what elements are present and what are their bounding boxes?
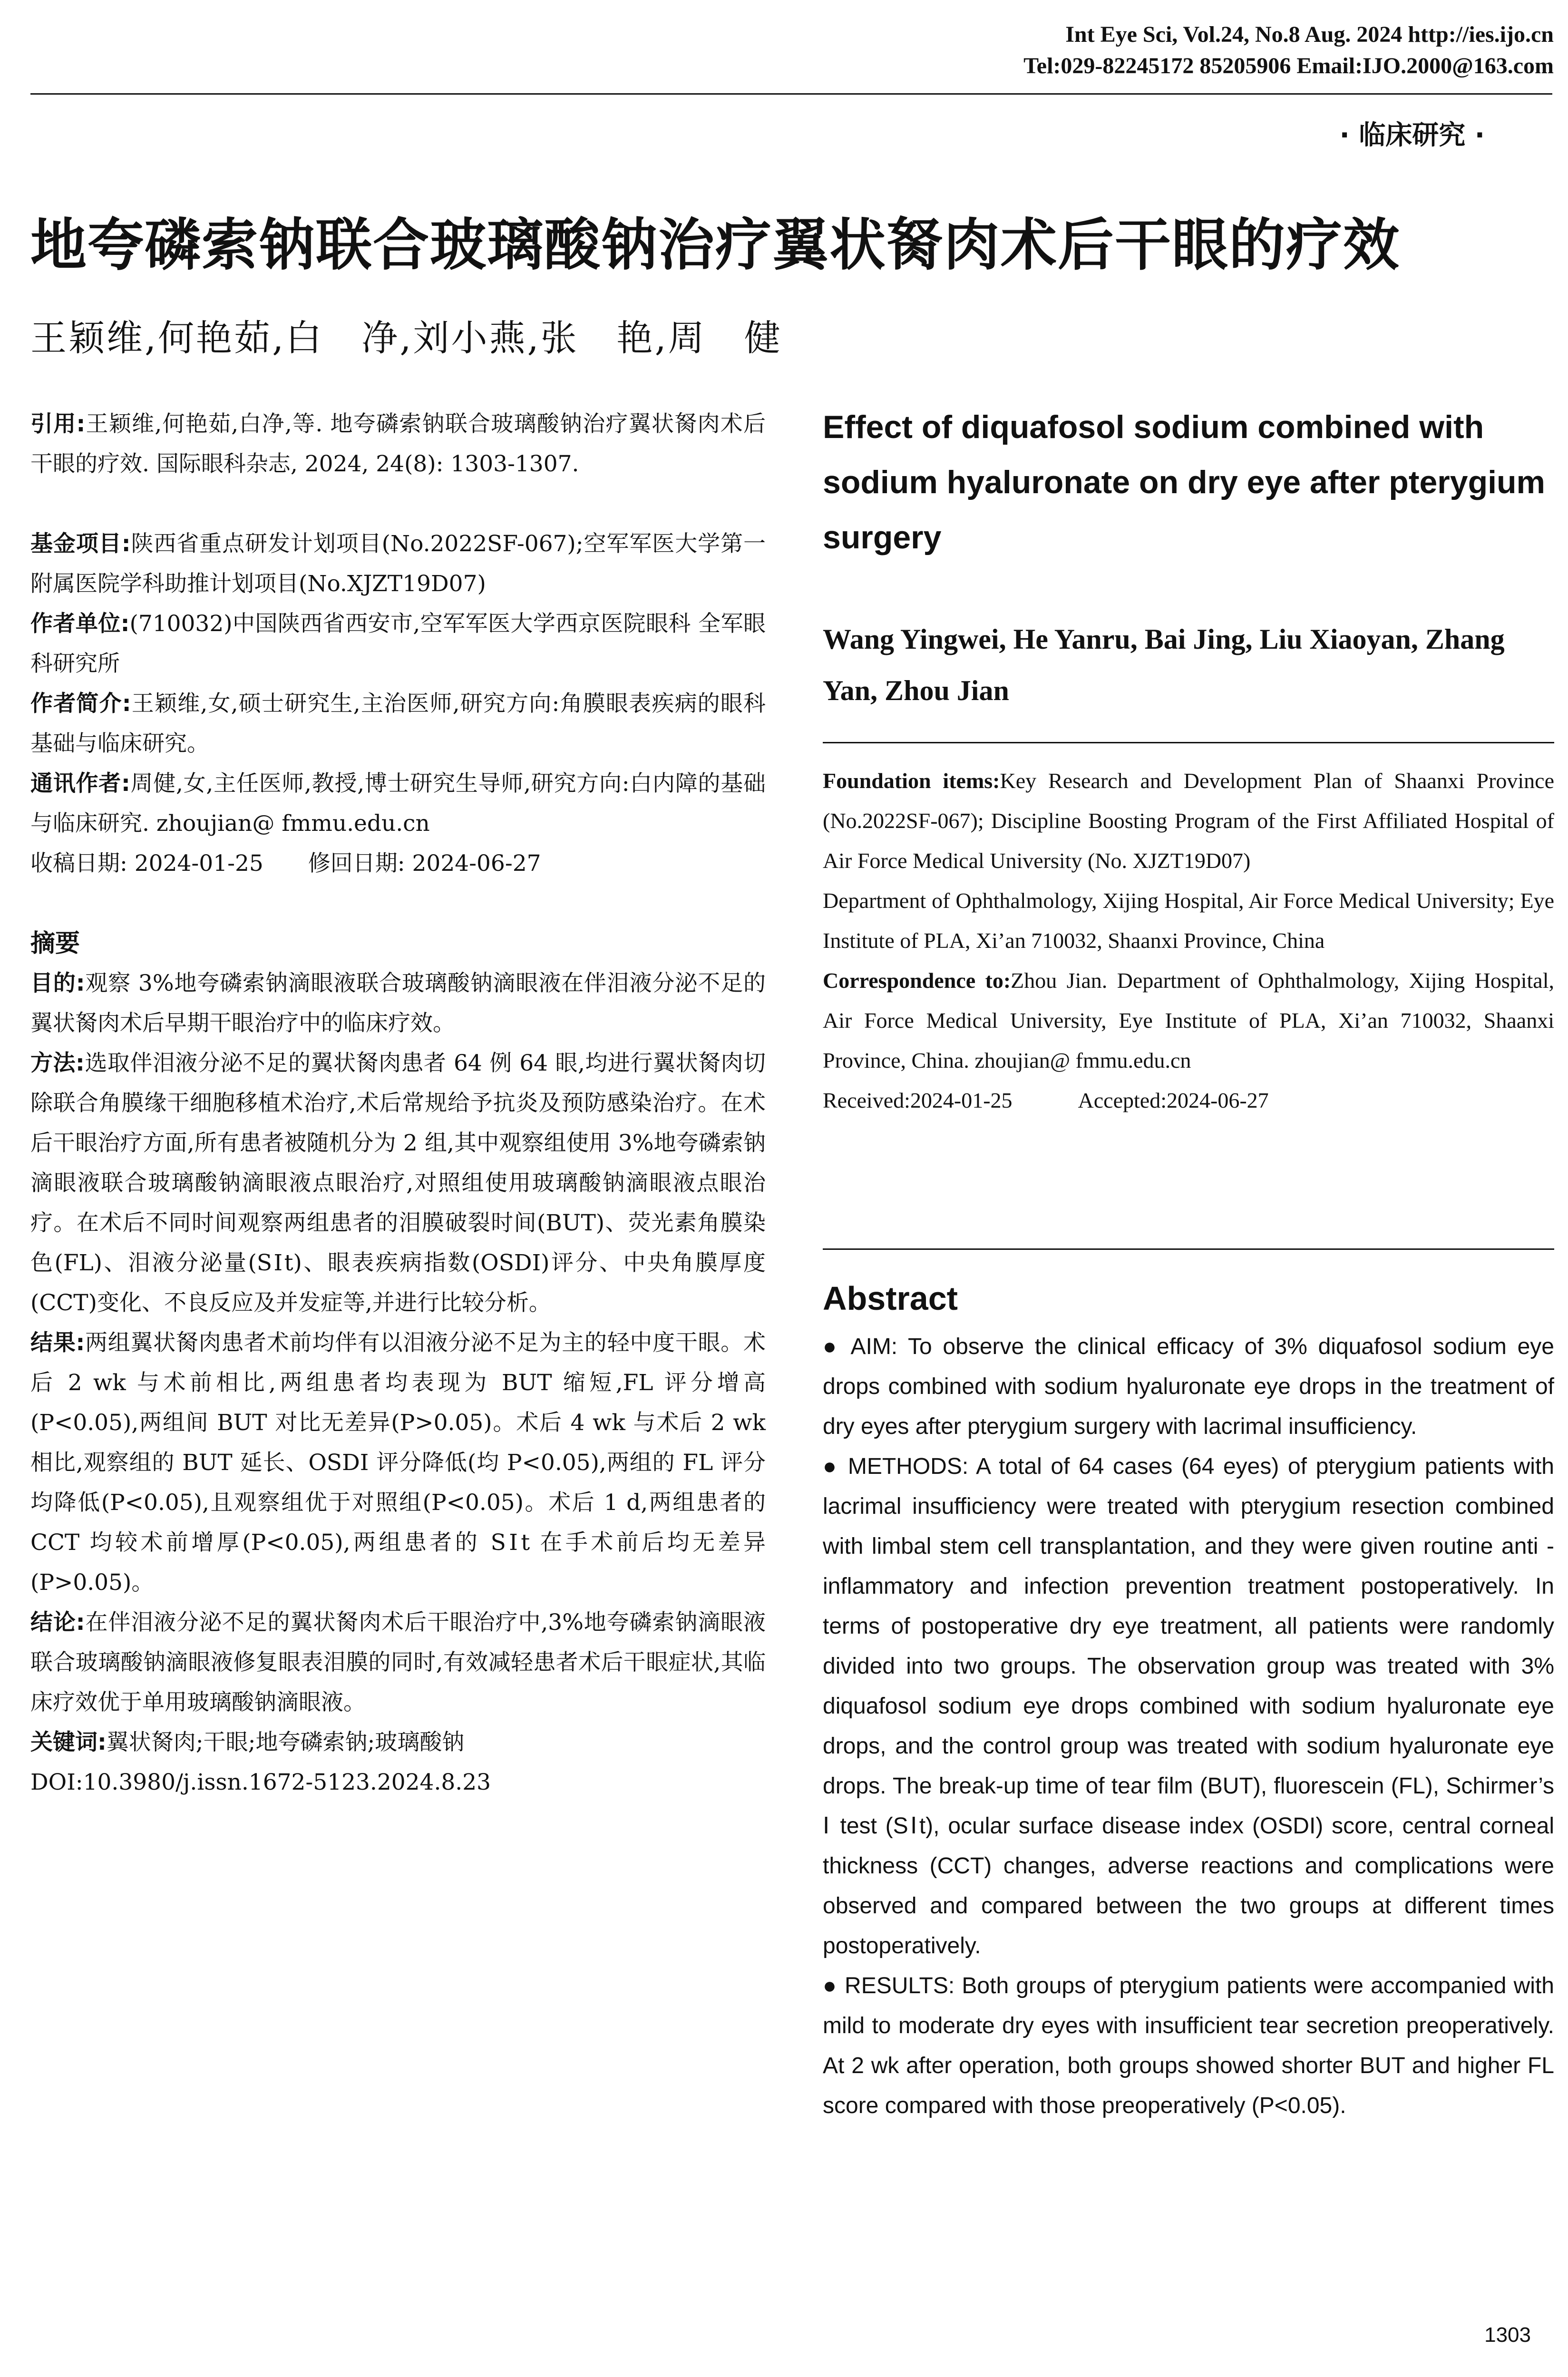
abstract-aim-zh: 目的:观察 3%地夸磷索钠滴眼液联合玻璃酸钠滴眼液在伴泪液分泌不足的翼状胬肉术后早期干眼治疗中的临床疗效。 (30, 970, 766, 1036)
english-metadata (823, 761, 1554, 1120)
authors-en: Wang Yingwei, He Yanru, Bai Jing, Liu Xiaoyan, Zhang Yan, Zhou Jian (823, 623, 1505, 706)
abstract-methods-en: ● METHODS: A total of 64 cases (64 eyes) of pterygium patients with lacrimal insufficiency were treated with pterygium resection combined with limbal stem cell transplantation, and they were given routine anti - inflammatory and infection prevention treatment postoperatively. In terms of postoperative dry eye treatment, all patients were randomly divided into two groups. The observation group was treated with 3% diquafosol sodium eye drops combined with sodium hyaluronate eye drops, and the control group was treated with sodium hyaluronate eye drops. The break-up time of tear film (BUT), fluorescein (FL), Schirmer’s Ⅰ test (SⅠt), ocular surface disease index (OSDI) score, central corneal thickness (CCT) changes, adverse reactions and complications were observed and compared between the two groups at different times postoperatively. (823, 1454, 1554, 1958)
abstract-rule (823, 1248, 1554, 1250)
authors-zh: 王颖维,何艳茹,白 净,刘小燕,张 艳,周 健 (30, 317, 782, 359)
page-title: 地夸磷索钠联合玻璃酸钠治疗翼状胬肉术后干眼的疗效 (30, 212, 1401, 278)
english-abstract (823, 1327, 1554, 2126)
abstract-methods-zh: 方法:选取伴泪液分泌不足的翼状胬肉患者 64 例 64 眼,均进行翼状胬肉切除联合角膜缘干细胞移植术治疗,术后常规给予抗炎及预防感染治疗。在术后干眼治疗方面,所有患者被随机分为 2 组,其中观察组使用 3%地夸磷索钠滴眼液联合玻璃酸钠滴眼液点眼治疗,对照组使用玻璃酸钠滴眼液点眼治疗。在术后不同时间观察两组患者的泪膜破裂时间(BUT)、荧光素角膜染色(FL)、泪液分泌量(SⅠt)、眼表疾病指数(OSDI)评分、中央角膜厚度(CCT)变化、不良反应及并发症等,并进行比较分析。 (30, 1050, 766, 1316)
foundation-items: Foundation items:Key Research and Development Plan of Shaanxi Province (No.2022SF-067); Discipline Boosting Program of the First Affiliated Hospital of Air Force Medical University (No. XJZT19D07) (823, 769, 1554, 873)
abstract-heading-en: Abstract (823, 1280, 958, 1317)
section-label: · 临床研究 · (1339, 120, 1485, 151)
abstract-heading-zh: 摘要 (30, 929, 80, 958)
keywords: 关键词:翼状胬肉;干眼;地夸磷索钠;玻璃酸钠 (30, 1729, 465, 1755)
received-dates: 收稿日期: 2024-01-25 修回日期: 2024-06-27 (30, 850, 541, 877)
author-unit: 作者单位:(710032)中国陕西省西安市,空军军医大学西京医院眼科 全军眼科研究所 (30, 611, 766, 677)
abstract-results-en: ● RESULTS: Both groups of pterygium patients were accompanied with mild to moderate dry eyes with insufficient tear secretion preoperatively. At 2 wk after operation, both groups showed shorter BUT and higher FL score compared with those preoperatively (P<0.05). (823, 1973, 1555, 2118)
left-column (30, 404, 766, 1802)
department: Department of Ophthalmology, Xijing Hospital, Air Force Medical University; Eye Institute of PLA, Xi’an 710032, Shaanxi Province, China (823, 888, 1554, 953)
english-section-rule (823, 742, 1554, 743)
corresponding-author: 通讯作者:周健,女,主任医师,教授,博士研究生导师,研究方向:白内障的基础与临床研究. zhoujian@ fmmu.edu.cn (30, 770, 766, 837)
correspondence: Correspondence to:Zhou Jian. Department of Ophthalmology, Xijing Hospital, Air Force Medical University, Eye Institute of PLA, Xi’an 710032, Shaanxi Province, China. zhoujian@ fmmu.edu.cn (823, 968, 1554, 1072)
fund-info: 基金项目:陕西省重点研发计划项目(No.2022SF-067);空军军医大学第一附属医院学科助推计划项目(No.XJZT19D07) (30, 531, 766, 597)
citation: 引用:王颖维,何艳茹,白净,等. 地夸磷索钠联合玻璃酸钠治疗翼状胬肉术后干眼的疗效. 国际眼科杂志, 2024, 24(8): 1303-1307. (30, 411, 766, 477)
received-accepted: Received:2024-01-25 Accepted:2024-06-27 (823, 1088, 1269, 1112)
doi: DOI:10.3980/j.issn.1672-5123.2024.8.23 (30, 1769, 491, 1795)
abstract-aim-en: ● AIM: To observe the clinical efficacy of 3% diquafosol sodium eye drops combined with sodium hyaluronate eye drops in the treatment of dry eyes after pterygium surgery with lacrimal insufficiency. (823, 1334, 1554, 1439)
abstract-conclusion-zh: 结论:在伴泪液分泌不足的翼状胬肉术后干眼治疗中,3%地夸磷索钠滴眼液联合玻璃酸钠滴眼液修复眼表泪膜的同时,有效减轻患者术后干眼症状,其临床疗效优于单用玻璃酸钠滴眼液。 (30, 1609, 766, 1715)
page-number: 1303 (1484, 2323, 1531, 2347)
header-rule (30, 93, 1552, 95)
title-en: Effect of diquafosol sodium combined with sodium hyaluronate on dry eye after pterygium surgery (823, 409, 1546, 555)
author-bio: 作者简介:王颖维,女,硕士研究生,主治医师,研究方向:角膜眼表疾病的眼科基础与临床研究。 (30, 691, 766, 757)
journal-citation-line: Int Eye Sci, Vol.24, No.8 Aug. 2024 http://ies.ijo.cn (1065, 22, 1554, 47)
journal-contact-line: Tel:029-82245172 85205906 Email:IJO.2000@163.com (1023, 53, 1554, 78)
abstract-results-zh: 结果:两组翼状胬肉患者术前均伴有以泪液分泌不足为主的轻中度干眼。术后 2 wk 与术前相比,两组患者均表现为 BUT 缩短,FL 评分增高(P<0.05),两组间 BUT 对比无差异(P>0.05)。术后 4 wk 与术后 2 wk 相比,观察组的 BUT 延长、OSDI 评分降低(均 P<0.05),两组的 FL 评分均降低(P<0.05),且观察组优于对照组(P<0.05)。术后 1 d,两组患者的 CCT 均较术前增厚(P<0.05),两组患者的 SⅠt 在手术前后均无差异(P>0.05)。 (30, 1330, 766, 1596)
